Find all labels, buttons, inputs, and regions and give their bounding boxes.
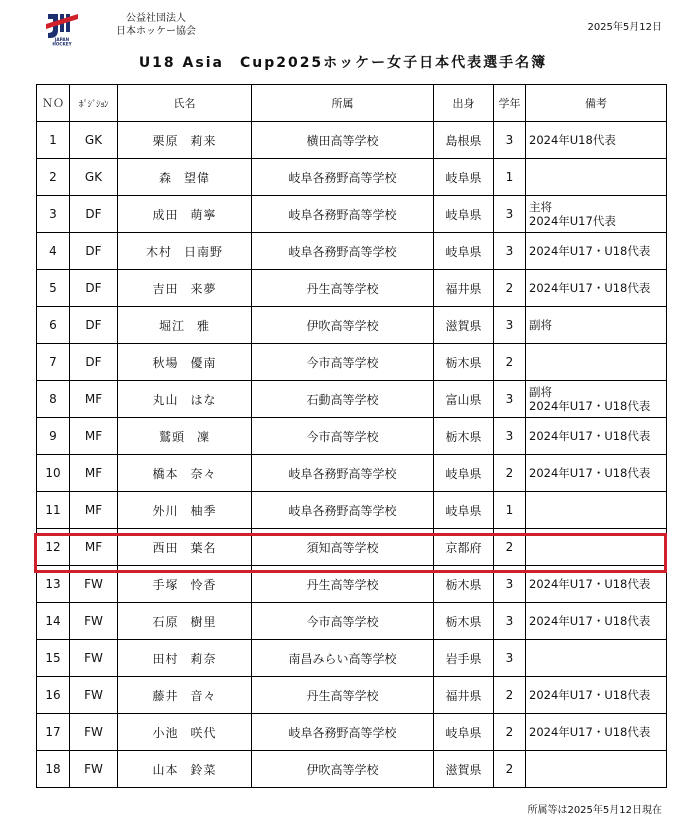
cell-grade: 1 <box>494 492 526 529</box>
family-name: 堀江 <box>158 318 185 333</box>
table-row <box>37 714 667 751</box>
family-name: 成田 <box>152 207 179 222</box>
cell-grade: 2 <box>494 677 526 714</box>
cell-no: 10 <box>37 455 70 492</box>
cell-position: DF <box>70 344 118 381</box>
note-line-1: 2024年U17・U18代表 <box>529 688 651 702</box>
given-name: 望偉 <box>184 170 211 185</box>
table-row <box>37 270 667 307</box>
cell-affiliation: 岐阜各務野高等学校 <box>252 233 434 270</box>
cell-grade: 3 <box>494 381 526 418</box>
cell-note <box>526 751 667 788</box>
cell-origin: 栃木県 <box>434 344 494 381</box>
cell-note <box>526 122 667 159</box>
cell-origin: 島根県 <box>434 122 494 159</box>
cell-origin: 岐阜県 <box>434 455 494 492</box>
cell-note <box>526 233 667 270</box>
cell-position: FW <box>70 677 118 714</box>
table-row <box>37 159 667 196</box>
column-header-note: 備考 <box>526 85 667 122</box>
cell-grade: 3 <box>494 640 526 677</box>
org-line-1: 公益社団法人 <box>126 13 186 24</box>
cell-position: MF <box>70 455 118 492</box>
cell-no: 7 <box>37 344 70 381</box>
cell-affiliation: 岐阜各務野高等学校 <box>252 492 434 529</box>
given-name: 葉名 <box>190 540 217 555</box>
cell-note <box>526 270 667 307</box>
cell-no: 8 <box>37 381 70 418</box>
column-header-no: ＮＯ <box>37 85 70 122</box>
cell-affiliation: 岐阜各務野高等学校 <box>252 196 434 233</box>
table-row <box>37 677 667 714</box>
cell-no: 4 <box>37 233 70 270</box>
cell-no: 17 <box>37 714 70 751</box>
column-header-grade: 学年 <box>494 85 526 122</box>
table-row <box>37 566 667 603</box>
table-row <box>37 307 667 344</box>
given-name: 樹里 <box>190 614 217 629</box>
cell-name <box>118 677 252 714</box>
cell-affiliation: 今市高等学校 <box>252 603 434 640</box>
footer-note: 所属等は2025年5月12日現在 <box>527 805 662 816</box>
cell-affiliation: 今市高等学校 <box>252 418 434 455</box>
note-line-1: 2024年U17・U18代表 <box>529 614 651 628</box>
table-row <box>37 196 667 233</box>
cell-note <box>526 529 667 566</box>
cell-origin: 富山県 <box>434 381 494 418</box>
cell-name <box>118 640 252 677</box>
cell-name <box>118 455 252 492</box>
cell-position: MF <box>70 492 118 529</box>
note-line-1: 2024年U17・U18代表 <box>529 429 651 443</box>
cell-grade: 3 <box>494 418 526 455</box>
family-name: 手塚 <box>152 577 179 592</box>
cell-position: FW <box>70 566 118 603</box>
cell-origin: 滋賀県 <box>434 307 494 344</box>
given-name: 奈々 <box>190 466 217 481</box>
column-header-origin: 出身 <box>434 85 494 122</box>
cell-no: 3 <box>37 196 70 233</box>
table-row <box>37 233 667 270</box>
cell-affiliation: 岐阜各務野高等学校 <box>252 159 434 196</box>
cell-grade: 3 <box>494 307 526 344</box>
note-line-1: 2024年U17・U18代表 <box>529 577 651 591</box>
svg-text:HOCKEY: HOCKEY <box>52 41 72 46</box>
cell-no: 16 <box>37 677 70 714</box>
cell-name <box>118 714 252 751</box>
cell-affiliation: 丹生高等学校 <box>252 566 434 603</box>
note-line-1: 副将 <box>529 385 552 399</box>
column-header-name: 氏名 <box>118 85 252 122</box>
cell-no: 1 <box>37 122 70 159</box>
table-row <box>37 122 667 159</box>
given-name: 咲代 <box>190 725 217 740</box>
note-line-1: 2024年U17・U18代表 <box>529 466 651 480</box>
cell-origin: 京都府 <box>434 529 494 566</box>
cell-grade: 3 <box>494 233 526 270</box>
cell-note <box>526 492 667 529</box>
cell-origin: 岐阜県 <box>434 233 494 270</box>
given-name: 鈴菜 <box>190 762 217 777</box>
cell-affiliation: 伊吹高等学校 <box>252 751 434 788</box>
cell-position: FW <box>70 751 118 788</box>
cell-position: DF <box>70 196 118 233</box>
cell-note <box>526 196 667 233</box>
cell-affiliation: 南昌みらい高等学校 <box>252 640 434 677</box>
note-line-1: 2024年U17・U18代表 <box>529 725 651 739</box>
cell-affiliation: 岐阜各務野高等学校 <box>252 714 434 751</box>
cell-note <box>526 714 667 751</box>
given-name: 日南野 <box>184 244 224 259</box>
cell-name <box>118 418 252 455</box>
japan-hockey-logo <box>44 10 80 46</box>
family-name: 木村 <box>145 244 172 259</box>
given-name: 萌寧 <box>190 207 217 222</box>
cell-no: 2 <box>37 159 70 196</box>
cell-position: GK <box>70 122 118 159</box>
cell-affiliation: 今市高等学校 <box>252 344 434 381</box>
table-row <box>37 455 667 492</box>
cell-note <box>526 159 667 196</box>
cell-origin: 岩手県 <box>434 640 494 677</box>
cell-position: MF <box>70 529 118 566</box>
cell-name <box>118 196 252 233</box>
cell-no: 12 <box>37 529 70 566</box>
family-name: 小池 <box>152 725 179 740</box>
page-title: U18 Asia Cup2025ホッケー女子日本代表選手名簿 <box>138 55 548 71</box>
family-name: 西田 <box>152 540 179 555</box>
cell-position: FW <box>70 714 118 751</box>
given-name: 莉来 <box>190 133 217 148</box>
cell-name <box>118 307 252 344</box>
cell-name <box>118 492 252 529</box>
cell-name <box>118 529 252 566</box>
given-name: 莉奈 <box>190 651 217 666</box>
cell-note <box>526 603 667 640</box>
given-name: 音々 <box>190 688 217 703</box>
cell-origin: 栃木県 <box>434 566 494 603</box>
cell-position: FW <box>70 640 118 677</box>
family-name: 鷲頭 <box>158 429 185 444</box>
cell-affiliation: 岐阜各務野高等学校 <box>252 455 434 492</box>
cell-note <box>526 677 667 714</box>
column-header-affiliation: 所属 <box>252 85 434 122</box>
given-name: 優南 <box>190 355 217 370</box>
cell-note <box>526 344 667 381</box>
given-name: 怜香 <box>190 577 217 592</box>
cell-affiliation: 丹生高等学校 <box>252 270 434 307</box>
organization-name <box>116 12 196 38</box>
cell-grade: 3 <box>494 603 526 640</box>
cell-origin: 滋賀県 <box>434 751 494 788</box>
cell-no: 18 <box>37 751 70 788</box>
cell-affiliation: 伊吹高等学校 <box>252 307 434 344</box>
cell-name <box>118 381 252 418</box>
cell-grade: 2 <box>494 529 526 566</box>
cell-grade: 1 <box>494 159 526 196</box>
note-line-1: 2024年U17・U18代表 <box>529 244 651 258</box>
cell-grade: 2 <box>494 455 526 492</box>
document-date: 2025年5月12日 <box>587 22 662 33</box>
given-name: はな <box>190 392 217 407</box>
cell-note <box>526 418 667 455</box>
cell-affiliation: 丹生高等学校 <box>252 677 434 714</box>
table-row <box>37 381 667 418</box>
given-name: 来夢 <box>190 281 217 296</box>
cell-name <box>118 566 252 603</box>
cell-position: MF <box>70 381 118 418</box>
cell-no: 6 <box>37 307 70 344</box>
cell-no: 5 <box>37 270 70 307</box>
table-row <box>37 751 667 788</box>
cell-origin: 岐阜県 <box>434 196 494 233</box>
family-name: 栗原 <box>152 133 179 148</box>
cell-grade: 2 <box>494 751 526 788</box>
table-header-row <box>37 85 667 122</box>
cell-name <box>118 122 252 159</box>
cell-note <box>526 640 667 677</box>
cell-no: 9 <box>37 418 70 455</box>
cell-position: FW <box>70 603 118 640</box>
table-row <box>37 603 667 640</box>
table-row <box>37 492 667 529</box>
note-line-1: 主将 <box>529 200 552 214</box>
cell-affiliation: 横田高等学校 <box>252 122 434 159</box>
cell-name <box>118 751 252 788</box>
table-row <box>37 418 667 455</box>
cell-grade: 2 <box>494 344 526 381</box>
cell-origin: 福井県 <box>434 677 494 714</box>
cell-note <box>526 455 667 492</box>
cell-note <box>526 381 667 418</box>
family-name: 田村 <box>152 651 179 666</box>
cell-origin: 福井県 <box>434 270 494 307</box>
note-line-1: 副将 <box>529 318 552 332</box>
family-name: 橋本 <box>152 466 179 481</box>
note-line-2: 2024年U17代表 <box>529 214 616 228</box>
family-name: 藤井 <box>152 688 179 703</box>
given-name: 凜 <box>197 429 211 444</box>
family-name: 森 <box>158 170 172 185</box>
family-name: 外川 <box>152 503 179 518</box>
cell-position: MF <box>70 418 118 455</box>
given-name: 柚季 <box>190 503 217 518</box>
family-name: 丸山 <box>152 392 179 407</box>
cell-no: 14 <box>37 603 70 640</box>
cell-note <box>526 566 667 603</box>
cell-name <box>118 603 252 640</box>
cell-name <box>118 344 252 381</box>
svg-text:JAPAN: JAPAN <box>54 37 70 42</box>
roster-body <box>37 122 667 788</box>
note-line-1: 2024年U18代表 <box>529 133 616 147</box>
cell-origin: 岐阜県 <box>434 492 494 529</box>
table-row <box>37 529 667 566</box>
roster-table <box>36 84 667 788</box>
cell-position: DF <box>70 307 118 344</box>
cell-origin: 岐阜県 <box>434 714 494 751</box>
cell-origin: 栃木県 <box>434 418 494 455</box>
cell-no: 11 <box>37 492 70 529</box>
cell-name <box>118 270 252 307</box>
cell-no: 13 <box>37 566 70 603</box>
family-name: 石原 <box>152 614 179 629</box>
cell-no: 15 <box>37 640 70 677</box>
cell-origin: 岐阜県 <box>434 159 494 196</box>
note-line-2: 2024年U17・U18代表 <box>529 399 651 413</box>
cell-grade: 3 <box>494 122 526 159</box>
cell-grade: 2 <box>494 714 526 751</box>
cell-name <box>118 233 252 270</box>
cell-affiliation: 須知高等学校 <box>252 529 434 566</box>
cell-name <box>118 159 252 196</box>
table-row <box>37 640 667 677</box>
cell-grade: 2 <box>494 270 526 307</box>
cell-origin: 栃木県 <box>434 603 494 640</box>
cell-grade: 3 <box>494 196 526 233</box>
family-name: 吉田 <box>152 281 179 296</box>
cell-affiliation: 石動高等学校 <box>252 381 434 418</box>
cell-position: GK <box>70 159 118 196</box>
cell-note <box>526 307 667 344</box>
cell-position: DF <box>70 233 118 270</box>
cell-grade: 3 <box>494 566 526 603</box>
org-line-2: 日本ホッケー協会 <box>116 26 196 37</box>
given-name: 雅 <box>197 318 211 333</box>
note-line-1: 2024年U17・U18代表 <box>529 281 651 295</box>
family-name: 山本 <box>152 762 179 777</box>
family-name: 秋場 <box>152 355 179 370</box>
table-row <box>37 344 667 381</box>
column-header-position: ﾎﾟｼﾞｼｮﾝ <box>70 85 118 122</box>
cell-position: DF <box>70 270 118 307</box>
